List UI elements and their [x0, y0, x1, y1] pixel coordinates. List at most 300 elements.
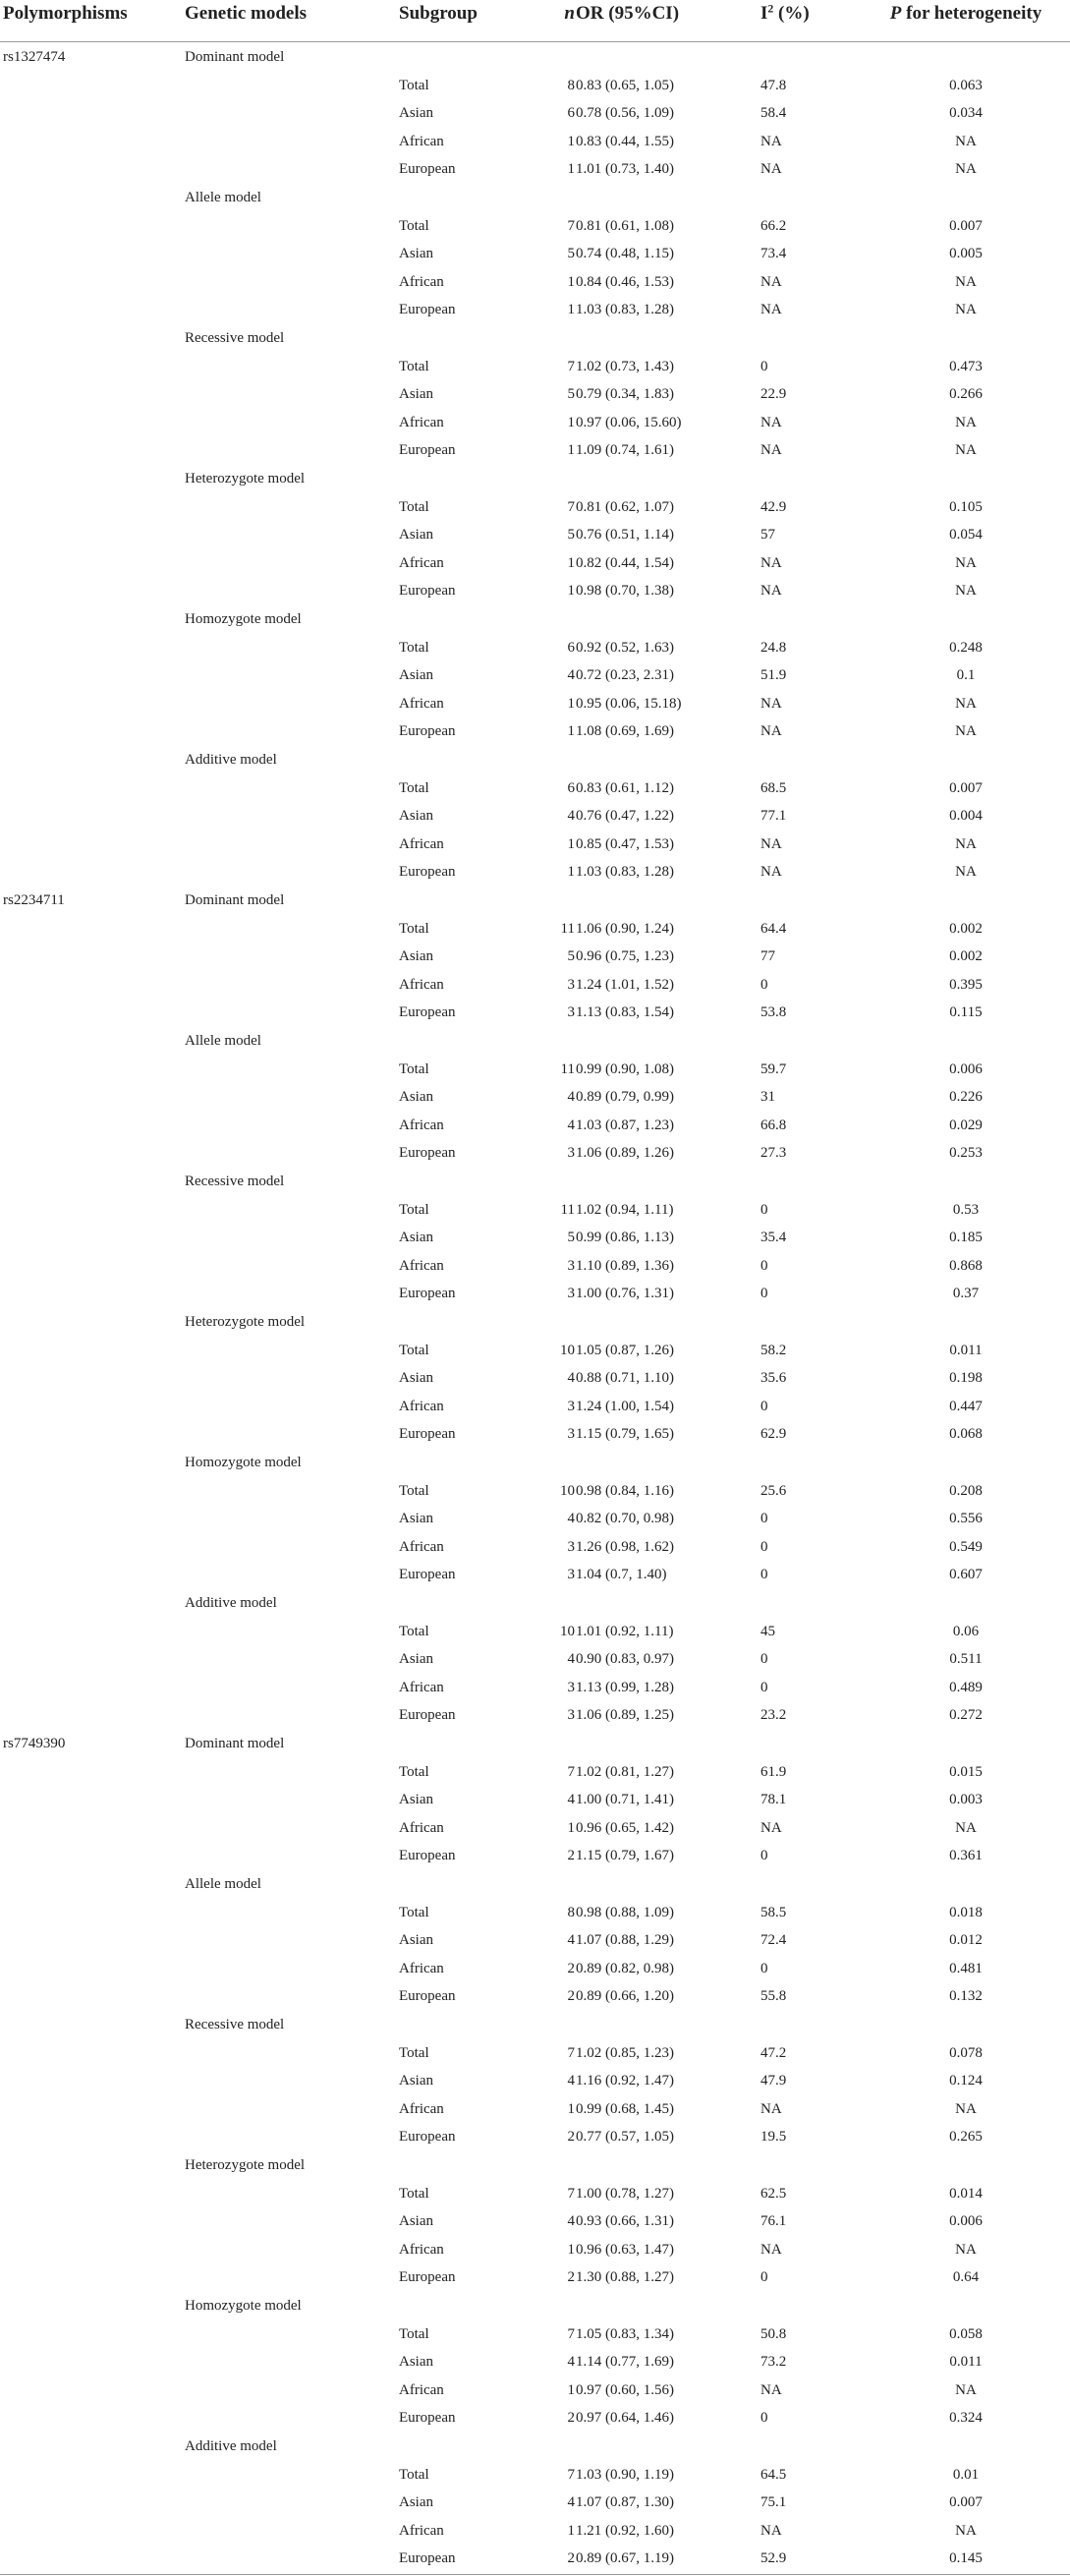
table-row — [0, 1842, 1070, 1870]
i2-cell: 58.4 — [760, 105, 787, 122]
genetic-model-cell: Heterozygote model — [185, 471, 306, 487]
or-ci-cell: 0.98 (0.84, 1.16) — [576, 1482, 674, 1499]
n-cell: 7 — [567, 2185, 575, 2202]
subgroup-cell: European — [399, 2550, 456, 2567]
n-cell: 1 — [567, 864, 575, 881]
i2-cell: 0 — [760, 976, 768, 993]
subgroup-cell: African — [399, 1257, 444, 1274]
subgroup-cell: Total — [399, 2325, 429, 2342]
n-cell: 11 — [560, 1060, 575, 1077]
subgroup-cell: Asian — [399, 1511, 433, 1527]
or-ci-cell: 0.98 (0.70, 1.38) — [576, 583, 674, 600]
i2-cell: 23.2 — [760, 1707, 787, 1724]
i2-cell: 47.8 — [760, 77, 787, 93]
genetic-model-cell: Dominant model — [185, 1736, 285, 1751]
i2-cell: 0 — [760, 1398, 768, 1414]
p-heterogeneity-cell: 0.489 — [949, 1679, 983, 1695]
i2-cell: 35.4 — [760, 1230, 787, 1246]
or-ci-cell: 1.08 (0.69, 1.69) — [576, 723, 674, 740]
subgroup-cell: Asian — [399, 2354, 433, 2371]
p-heterogeneity-cell: 0.556 — [949, 1511, 983, 1527]
i2-cell: 78.1 — [760, 1792, 787, 1808]
table-row — [0, 1364, 1070, 1393]
p-heterogeneity-cell: 0.01 — [952, 2466, 980, 2483]
subgroup-cell: European — [399, 1988, 456, 2005]
genetic-model-cell: Allele model — [185, 1033, 261, 1049]
or-ci-cell: 1.00 (0.76, 1.31) — [576, 1286, 674, 1302]
i2-cell: NA — [760, 302, 782, 318]
or-ci-cell: 1.01 (0.73, 1.40) — [576, 161, 674, 178]
n-cell: 1 — [567, 835, 575, 852]
table-row — [0, 2095, 1070, 2124]
subgroup-cell: Asian — [399, 386, 433, 403]
or-ci-cell: 0.78 (0.56, 1.09) — [576, 105, 674, 122]
i2-cell: 24.8 — [760, 639, 787, 656]
subgroup-cell: Asian — [399, 105, 433, 122]
header-p-heterogeneity — [865, 3, 1067, 25]
p-heterogeneity-cell: 0.018 — [949, 1904, 983, 1920]
subgroup-cell: European — [399, 302, 456, 318]
subgroup-cell: African — [399, 976, 444, 993]
p-heterogeneity-cell: NA — [955, 161, 977, 178]
p-heterogeneity-cell: 0.054 — [949, 527, 983, 544]
i2-cell: 57 — [760, 527, 775, 544]
p-heterogeneity-cell: 0.029 — [949, 1116, 983, 1133]
n-cell: 4 — [567, 1370, 575, 1387]
table-row — [0, 1814, 1070, 1843]
table-row — [0, 99, 1070, 128]
n-cell: 4 — [567, 1792, 575, 1808]
or-ci-cell: 0.83 (0.65, 1.05) — [576, 77, 674, 93]
p-heterogeneity-cell: 0.868 — [949, 1257, 983, 1274]
subgroup-cell: European — [399, 2129, 456, 2146]
model-group-row — [0, 2011, 1070, 2039]
n-cell: 1 — [567, 414, 575, 430]
genetic-model-cell: Heterozygote model — [185, 1314, 306, 1330]
n-cell: 5 — [567, 386, 575, 403]
or-ci-cell: 0.76 (0.47, 1.22) — [576, 808, 674, 825]
n-cell: 5 — [567, 527, 575, 544]
p-heterogeneity-cell: NA — [955, 273, 977, 290]
n-cell: 11 — [560, 920, 575, 937]
table-row — [0, 1561, 1070, 1589]
or-ci-cell: 0.97 (0.60, 1.56) — [576, 2381, 674, 2398]
subgroup-cell: African — [399, 2381, 444, 2398]
model-group-row — [0, 1730, 1070, 1758]
p-heterogeneity-cell: 0.115 — [949, 1004, 983, 1021]
n-cell: 2 — [567, 2410, 575, 2427]
n-cell: 2 — [567, 1848, 575, 1864]
p-heterogeneity-cell: 0.208 — [949, 1482, 983, 1499]
p-heterogeneity-cell: NA — [955, 2381, 977, 2398]
table-row — [0, 1758, 1070, 1787]
subgroup-cell: Total — [399, 1763, 429, 1780]
table-row — [0, 2348, 1070, 2376]
subgroup-cell: African — [399, 835, 444, 852]
subgroup-cell: Asian — [399, 667, 433, 684]
or-ci-cell: 1.07 (0.88, 1.29) — [576, 1932, 674, 1949]
p-heterogeneity-cell: 0.64 — [952, 2269, 980, 2286]
or-ci-cell: 1.01 (0.92, 1.11) — [576, 1623, 674, 1639]
n-cell: 4 — [567, 1089, 575, 1106]
i2-cell: 58.2 — [760, 1342, 787, 1358]
table-row — [0, 1477, 1070, 1506]
p-heterogeneity-cell: 0.014 — [949, 2185, 983, 2202]
table-row — [0, 2461, 1070, 2490]
i2-cell: 27.3 — [760, 1145, 787, 1162]
i2-cell: NA — [760, 273, 782, 290]
subgroup-cell: Total — [399, 639, 429, 656]
i2-cell: 0 — [760, 1848, 768, 1864]
n-cell: 2 — [567, 1988, 575, 2005]
p-heterogeneity-cell: 0.105 — [949, 498, 983, 515]
i2-cell: 66.8 — [760, 1116, 787, 1133]
p-heterogeneity-cell: 0.272 — [949, 1707, 983, 1724]
n-cell: 7 — [567, 217, 575, 234]
header-i2-base: I — [760, 3, 768, 24]
subgroup-cell: Asian — [399, 1230, 433, 1246]
table-row — [0, 661, 1070, 690]
n-cell: 7 — [567, 498, 575, 515]
table-row — [0, 1224, 1070, 1252]
n-cell: 4 — [567, 1651, 575, 1668]
table-row — [0, 2067, 1070, 2095]
subgroup-cell: African — [399, 2522, 444, 2539]
table-row — [0, 2320, 1070, 2349]
subgroup-cell: Total — [399, 217, 429, 234]
or-ci-cell: 0.95 (0.06, 15.18) — [576, 695, 682, 712]
table-row — [0, 830, 1070, 859]
table-row — [0, 690, 1070, 718]
p-heterogeneity-cell: NA — [955, 2241, 977, 2258]
or-ci-cell: 0.99 (0.90, 1.08) — [576, 1060, 674, 1077]
or-ci-cell: 1.30 (0.88, 1.27) — [576, 2269, 674, 2286]
subgroup-cell: European — [399, 1145, 456, 1162]
p-heterogeneity-cell: 0.1 — [956, 667, 976, 684]
table-row — [0, 1252, 1070, 1281]
p-heterogeneity-cell: 0.473 — [949, 358, 983, 374]
p-heterogeneity-cell: 0.003 — [949, 1792, 983, 1808]
n-cell: 3 — [567, 1145, 575, 1162]
subgroup-cell: Total — [399, 1904, 429, 1920]
header-polymorphisms: Polymorphisms — [3, 3, 128, 24]
p-heterogeneity-cell: 0.004 — [949, 808, 983, 825]
i2-cell: 42.9 — [760, 498, 787, 515]
table-row — [0, 943, 1070, 971]
subgroup-cell: European — [399, 2410, 456, 2427]
p-heterogeneity-cell: 0.006 — [949, 1060, 983, 1077]
p-heterogeneity-cell: 0.002 — [949, 920, 983, 937]
i2-cell: 0 — [760, 358, 768, 374]
subgroup-cell: Total — [399, 920, 429, 937]
n-cell: 1 — [567, 554, 575, 571]
subgroup-cell: African — [399, 1679, 444, 1695]
n-cell: 3 — [567, 1538, 575, 1555]
polymorphism-cell: rs2234711 — [3, 892, 65, 908]
or-ci-cell: 0.85 (0.47, 1.53) — [576, 835, 674, 852]
table-row — [0, 240, 1070, 268]
or-ci-cell: 0.97 (0.06, 15.60) — [576, 414, 682, 430]
subgroup-cell: Total — [399, 1342, 429, 1358]
n-cell: 8 — [567, 1904, 575, 1920]
n-cell: 1 — [567, 583, 575, 600]
table-row — [0, 634, 1070, 662]
or-ci-cell: 1.24 (1.01, 1.52) — [576, 976, 674, 993]
table-row — [0, 296, 1070, 324]
n-cell: 4 — [567, 667, 575, 684]
p-heterogeneity-cell: 0.145 — [949, 2550, 983, 2567]
i2-cell: NA — [760, 2100, 782, 2117]
or-ci-cell: 0.84 (0.46, 1.53) — [576, 273, 674, 290]
n-cell: 3 — [567, 1707, 575, 1724]
subgroup-cell: European — [399, 1707, 456, 1724]
or-ci-cell: 1.21 (0.92, 1.60) — [576, 2522, 674, 2539]
or-ci-cell: 1.00 (0.71, 1.41) — [576, 1792, 674, 1808]
table-row — [0, 2376, 1070, 2405]
subgroup-cell: Asian — [399, 2213, 433, 2230]
or-ci-cell: 0.99 (0.86, 1.13) — [576, 1230, 674, 1246]
or-ci-cell: 0.98 (0.88, 1.09) — [576, 1904, 674, 1920]
subgroup-cell: European — [399, 1004, 456, 1021]
or-ci-cell: 0.92 (0.52, 1.63) — [576, 639, 674, 656]
p-heterogeneity-cell: 0.481 — [949, 1960, 983, 1976]
genetic-model-cell: Additive model — [185, 2438, 277, 2454]
table-row — [0, 1701, 1070, 1730]
p-heterogeneity-cell: 0.063 — [949, 77, 983, 93]
or-ci-cell: 0.96 (0.63, 1.47) — [576, 2241, 674, 2258]
table-row — [0, 1112, 1070, 1140]
or-ci-cell: 0.82 (0.44, 1.54) — [576, 554, 674, 571]
n-cell: 2 — [567, 2269, 575, 2286]
n-cell: 4 — [567, 808, 575, 825]
n-cell: 10 — [560, 1623, 575, 1639]
i2-cell: 73.4 — [760, 246, 787, 262]
i2-cell: NA — [760, 2241, 782, 2258]
n-cell: 4 — [567, 1932, 575, 1949]
n-cell: 1 — [567, 695, 575, 712]
subgroup-cell: African — [399, 554, 444, 571]
n-cell: 4 — [567, 2494, 575, 2511]
p-heterogeneity-cell: 0.078 — [949, 2044, 983, 2061]
p-heterogeneity-cell: 0.034 — [949, 105, 983, 122]
or-ci-cell: 0.83 (0.61, 1.12) — [576, 779, 674, 796]
n-cell: 1 — [567, 2381, 575, 2398]
or-ci-cell: 1.07 (0.87, 1.30) — [576, 2494, 674, 2511]
model-group-row — [0, 1168, 1070, 1196]
i2-cell: 66.2 — [760, 217, 787, 234]
subgroup-cell: Asian — [399, 1370, 433, 1387]
model-group-row — [0, 746, 1070, 774]
p-heterogeneity-cell: NA — [955, 864, 977, 881]
or-ci-cell: 0.81 (0.62, 1.07) — [576, 498, 674, 515]
p-heterogeneity-cell: 0.124 — [949, 2073, 983, 2089]
genetic-model-cell: Homozygote model — [185, 611, 302, 627]
or-ci-cell: 0.89 (0.82, 0.98) — [576, 1960, 674, 1976]
table-row — [0, 521, 1070, 549]
table-row — [0, 2236, 1070, 2264]
table-row — [0, 1618, 1070, 1646]
i2-cell: 64.5 — [760, 2466, 787, 2483]
i2-cell: NA — [760, 414, 782, 430]
n-cell: 2 — [567, 2129, 575, 2146]
i2-cell: 31 — [760, 1089, 775, 1106]
subgroup-cell: European — [399, 1426, 456, 1443]
model-group-row — [0, 1589, 1070, 1618]
header-n: n — [564, 3, 575, 24]
n-cell: 7 — [567, 2466, 575, 2483]
genetic-model-cell: Dominant model — [185, 892, 285, 908]
table-row — [0, 2039, 1070, 2068]
subgroup-cell: European — [399, 1848, 456, 1864]
or-ci-cell: 0.82 (0.70, 0.98) — [576, 1511, 674, 1527]
or-ci-cell: 1.15 (0.79, 1.65) — [576, 1426, 674, 1443]
n-cell: 6 — [567, 639, 575, 656]
n-cell: 5 — [567, 246, 575, 262]
table-row — [0, 436, 1070, 465]
model-group-row — [0, 1027, 1070, 1056]
p-heterogeneity-cell: NA — [955, 835, 977, 852]
i2-cell: 0 — [760, 2410, 768, 2427]
i2-cell: 45 — [760, 1623, 775, 1639]
p-heterogeneity-cell: 0.011 — [949, 1342, 983, 1358]
p-heterogeneity-cell: NA — [955, 2100, 977, 2117]
or-ci-cell: 1.03 (0.83, 1.28) — [576, 864, 674, 881]
subgroup-cell: Asian — [399, 948, 433, 965]
table-row — [0, 2517, 1070, 2546]
header-p-italic: P — [889, 3, 902, 24]
table-row — [0, 1645, 1070, 1674]
subgroup-cell: African — [399, 273, 444, 290]
header-or: OR (95%CI) — [576, 3, 680, 24]
subgroup-cell: Asian — [399, 2494, 433, 2511]
i2-cell: 75.1 — [760, 2494, 787, 2511]
p-heterogeneity-cell: 0.53 — [952, 1201, 980, 1218]
header-divider — [0, 41, 1070, 42]
subgroup-cell: African — [399, 133, 444, 149]
subgroup-cell: European — [399, 723, 456, 740]
subgroup-cell: Asian — [399, 1651, 433, 1668]
or-ci-cell: 0.89 (0.79, 0.99) — [576, 1089, 674, 1106]
table-row — [0, 1505, 1070, 1533]
p-heterogeneity-cell: 0.248 — [949, 639, 983, 656]
i2-cell: 76.1 — [760, 2213, 787, 2230]
table-row — [0, 1083, 1070, 1112]
n-cell: 3 — [567, 1257, 575, 1274]
or-ci-cell: 1.16 (0.92, 1.47) — [576, 2073, 674, 2089]
n-cell: 3 — [567, 1398, 575, 1414]
subgroup-cell: African — [399, 1538, 444, 1555]
n-cell: 5 — [567, 948, 575, 965]
model-group-row — [0, 465, 1070, 493]
n-cell: 1 — [567, 2522, 575, 2539]
subgroup-cell: Asian — [399, 1932, 433, 1949]
i2-cell: 0 — [760, 1286, 768, 1302]
i2-cell: 68.5 — [760, 779, 787, 796]
genetic-model-cell: Allele model — [185, 190, 261, 205]
genetic-model-cell: Allele model — [185, 1876, 261, 1892]
i2-cell: 0 — [760, 1651, 768, 1668]
or-ci-cell: 0.89 (0.67, 1.19) — [576, 2550, 674, 2567]
i2-cell: 0 — [760, 1201, 768, 1218]
table-row — [0, 915, 1070, 944]
p-heterogeneity-cell: NA — [955, 723, 977, 740]
subgroup-cell: Total — [399, 779, 429, 796]
i2-cell: 47.2 — [760, 2044, 787, 2061]
table-row — [0, 1674, 1070, 1702]
i2-cell: 0 — [760, 1960, 768, 1976]
table-row — [0, 409, 1070, 437]
or-ci-cell: 0.89 (0.66, 1.20) — [576, 1988, 674, 2005]
table-row — [0, 1533, 1070, 1562]
or-ci-cell: 0.83 (0.44, 1.55) — [576, 133, 674, 149]
table-row — [0, 1139, 1070, 1168]
table-row — [0, 971, 1070, 1000]
n-cell: 6 — [567, 105, 575, 122]
i2-cell: 22.9 — [760, 386, 787, 403]
n-cell: 3 — [567, 976, 575, 993]
table-row — [0, 1337, 1070, 1365]
subgroup-cell: Asian — [399, 1089, 433, 1106]
n-cell: 10 — [560, 1482, 575, 1499]
p-heterogeneity-cell: 0.266 — [949, 386, 983, 403]
p-heterogeneity-cell: 0.068 — [949, 1426, 983, 1443]
p-heterogeneity-cell: 0.607 — [949, 1567, 983, 1583]
p-heterogeneity-cell: NA — [955, 583, 977, 600]
subgroup-cell: African — [399, 695, 444, 712]
p-heterogeneity-cell: NA — [955, 133, 977, 149]
table-header — [0, 0, 1070, 42]
p-heterogeneity-cell: 0.002 — [949, 948, 983, 965]
p-heterogeneity-cell: 0.012 — [949, 1932, 983, 1949]
n-cell: 1 — [567, 723, 575, 740]
n-cell: 7 — [567, 1763, 575, 1780]
n-cell: 4 — [567, 2354, 575, 2371]
subgroup-cell: European — [399, 864, 456, 881]
n-cell: 2 — [567, 1960, 575, 1976]
p-heterogeneity-cell: 0.058 — [949, 2325, 983, 2342]
p-heterogeneity-cell: 0.549 — [949, 1538, 983, 1555]
or-ci-cell: 1.00 (0.78, 1.27) — [576, 2185, 674, 2202]
table-row — [0, 212, 1070, 241]
table-row — [0, 1280, 1070, 1308]
or-ci-cell: 1.14 (0.77, 1.69) — [576, 2354, 674, 2371]
n-cell: 2 — [567, 2550, 575, 2567]
i2-cell: NA — [760, 835, 782, 852]
polymorphism-cell: rs1327474 — [3, 49, 66, 65]
p-heterogeneity-cell: 0.007 — [949, 2494, 983, 2511]
model-group-row — [0, 605, 1070, 634]
table-row — [0, 2545, 1070, 2573]
header-i2 — [760, 3, 810, 25]
table-row — [0, 155, 1070, 184]
table-row — [0, 380, 1070, 409]
i2-cell: NA — [760, 554, 782, 571]
n-cell: 3 — [567, 1426, 575, 1443]
p-heterogeneity-cell: NA — [955, 2522, 977, 2539]
table-row — [0, 774, 1070, 803]
subgroup-cell: Asian — [399, 2073, 433, 2089]
p-heterogeneity-cell: 0.37 — [952, 1286, 980, 1302]
n-cell: 3 — [567, 1004, 575, 1021]
or-ci-cell: 0.72 (0.23, 2.31) — [576, 667, 674, 684]
p-heterogeneity-cell: 0.324 — [949, 2410, 983, 2427]
or-ci-cell: 1.24 (1.00, 1.54) — [576, 1398, 674, 1414]
n-cell: 1 — [567, 161, 575, 178]
genetic-model-cell: Recessive model — [185, 2017, 285, 2032]
genetic-model-cell: Recessive model — [185, 330, 285, 346]
or-ci-cell: 1.02 (0.94, 1.11) — [576, 1201, 674, 1218]
i2-cell: NA — [760, 161, 782, 178]
